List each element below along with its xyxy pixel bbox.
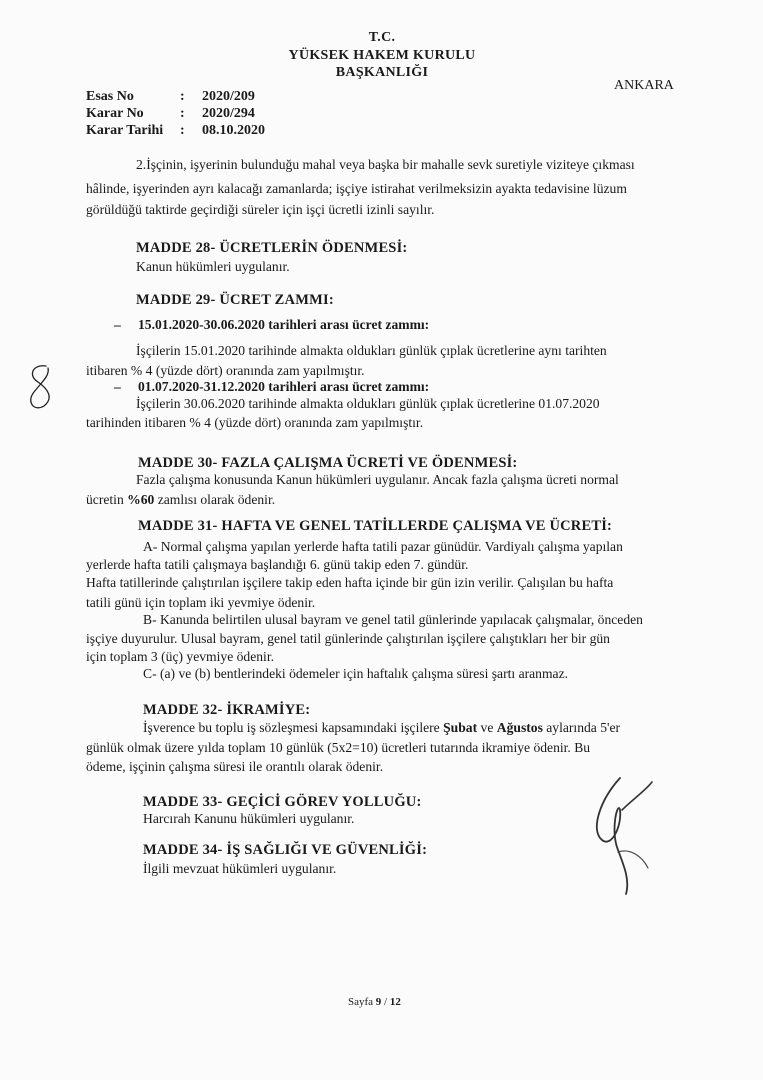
header-presidency: BAŞKANLIĞI	[335, 65, 429, 80]
article-29-item2-line: tarihinden itibaren % 4 (yüzde dört) oranında zam yapılmıştır.	[86, 415, 424, 430]
meta-label: Karar Tarihi	[86, 123, 164, 138]
page-total: 12	[389, 996, 401, 1008]
list-dash: –	[114, 379, 121, 394]
article-29-item1-line: İşçilerin 15.01.2020 tarihinde almakta oldukları günlük çıplak ücretlerine aynı tarihten	[136, 343, 607, 358]
meta-value: 08.10.2020	[202, 123, 265, 138]
text-run: ücretin	[86, 492, 128, 507]
handwritten-mark-icon	[24, 362, 58, 412]
article-29-item2-line: İşçilerin 30.06.2020 tarihinde almakta oldukları günlük çıplak ücretlerine 01.07.2020	[136, 396, 600, 411]
text-run: zamlısı olarak ödenir.	[154, 492, 276, 507]
intro-line: görüldüğü taktirde geçirdiği süreler için işçi ücretli izinli sayılır.	[86, 202, 435, 217]
list-dash: –	[114, 317, 121, 332]
article-31-line: A- Normal çalışma yapılan yerlerde hafta tatili pazar günüdür. Vardiyalı çalışma yapılan	[143, 539, 623, 554]
article-29-item1-line: itibaren % 4 (yüzde dört) oranında zam yapılmıştır.	[86, 363, 365, 378]
text-run: ve	[477, 720, 497, 735]
meta-value: 2020/294	[202, 106, 255, 121]
article-30-line	[86, 491, 275, 509]
intro-line: hâlinde, işyerinden ayrı kalacağı zamanlarda; işçiye istirahat verilmeksizin ayakta tedavisine lüzum	[86, 181, 627, 196]
article-32-line	[143, 719, 620, 737]
page-sep: /	[381, 996, 390, 1008]
article-31-line: Hafta tatillerinde çalıştırılan işçilere takip eden hafta içinde bir gün izin verilir. Çalışılan bu hafta	[86, 575, 614, 590]
article-33-title: MADDE 33- GEÇİCİ GÖREV YOLLUĞU:	[143, 794, 422, 810]
article-31-line: işçiye duyurulur. Ulusal bayram, genel tatil günlerinde çalıştırılan işçilere çalıştıkları her bir gün	[86, 631, 610, 646]
article-28-body: Kanun hükümleri uygulanır.	[136, 259, 290, 274]
header-city: ANKARA	[614, 78, 674, 93]
meta-value: 2020/209	[202, 89, 255, 104]
article-29-item2-title: 01.07.2020-31.12.2020 tarihleri arası ücret zammı:	[138, 379, 430, 394]
article-34-title: MADDE 34- İŞ SAĞLIĞI VE GÜVENLİĞİ:	[143, 842, 428, 858]
article-31-line: tatili günü için toplam iki yevmiye ödenir.	[86, 595, 316, 610]
article-32-title: MADDE 32- İKRAMİYE:	[143, 702, 311, 718]
header-institution: YÜKSEK HAKEM KURULU	[288, 48, 476, 63]
text-run: İşverence bu toplu iş sözleşmesi kapsamındaki işçilere	[143, 720, 444, 735]
meta-sep: :	[180, 89, 185, 104]
page-prefix: Sayfa	[348, 996, 376, 1008]
signature-icon	[560, 770, 670, 900]
article-31-title: MADDE 31- HAFTA VE GENEL TATİLLERDE ÇALIŞMA VE ÜCRETİ:	[138, 518, 613, 534]
article-32-line: günlük olmak üzere yılda toplam 10 günlük (5x2=10) ücretleri tutarında ikramiye ödenir. Bu	[86, 740, 591, 755]
article-31-line: B- Kanunda belirtilen ulusal bayram ve genel tatil günlerinde yapılacak çalışmalar, önceden	[143, 612, 643, 627]
header-tc: T.C.	[368, 30, 396, 45]
article-29-item1-title: 15.01.2020-30.06.2020 tarihleri arası ücret zammı:	[138, 317, 430, 332]
article-29-title: MADDE 29- ÜCRET ZAMMI:	[136, 292, 334, 308]
intro-line: 2.İşçinin, işyerinin bulunduğu mahal veya başka bir mahalle sevk suretiyle viziteye çıkması	[136, 157, 635, 172]
article-30-title: MADDE 30- FAZLA ÇALIŞMA ÜCRETİ VE ÖDENMESİ:	[138, 455, 518, 471]
month-august: Ağustos	[496, 720, 543, 735]
article-31-line: yerlerde hafta tatili çalışmaya başlandığı 6. günü takip eden 7. gündür.	[86, 557, 469, 572]
article-30-line: Fazla çalışma konusunda Kanun hükümleri uygulanır. Ancak fazla çalışma ücreti normal	[136, 472, 619, 487]
page-number	[348, 996, 401, 1008]
text-run: aylarında 5'er	[542, 720, 621, 735]
meta-label: Karar No	[86, 106, 144, 121]
page-current: 9	[375, 996, 382, 1008]
overtime-rate: %60	[127, 492, 155, 507]
month-february: Şubat	[443, 720, 478, 735]
meta-sep: :	[180, 106, 185, 121]
article-31-line: için toplam 3 (üç) yevmiye ödenir.	[86, 649, 274, 664]
article-33-body: Harcırah Kanunu hükümleri uygulanır.	[143, 811, 355, 826]
article-31-line: C- (a) ve (b) bentlerindeki ödemeler için haftalık çalışma süresi şartı aranmaz.	[143, 666, 569, 681]
article-32-line: ödeme, işçinin çalışma süresi ile orantılı olarak ödenir.	[86, 759, 384, 774]
article-28-title: MADDE 28- ÜCRETLERİN ÖDENMESİ:	[136, 240, 408, 256]
meta-label: Esas No	[86, 89, 134, 104]
meta-sep: :	[180, 123, 185, 138]
article-34-body: İlgili mevzuat hükümleri uygulanır.	[143, 861, 337, 876]
